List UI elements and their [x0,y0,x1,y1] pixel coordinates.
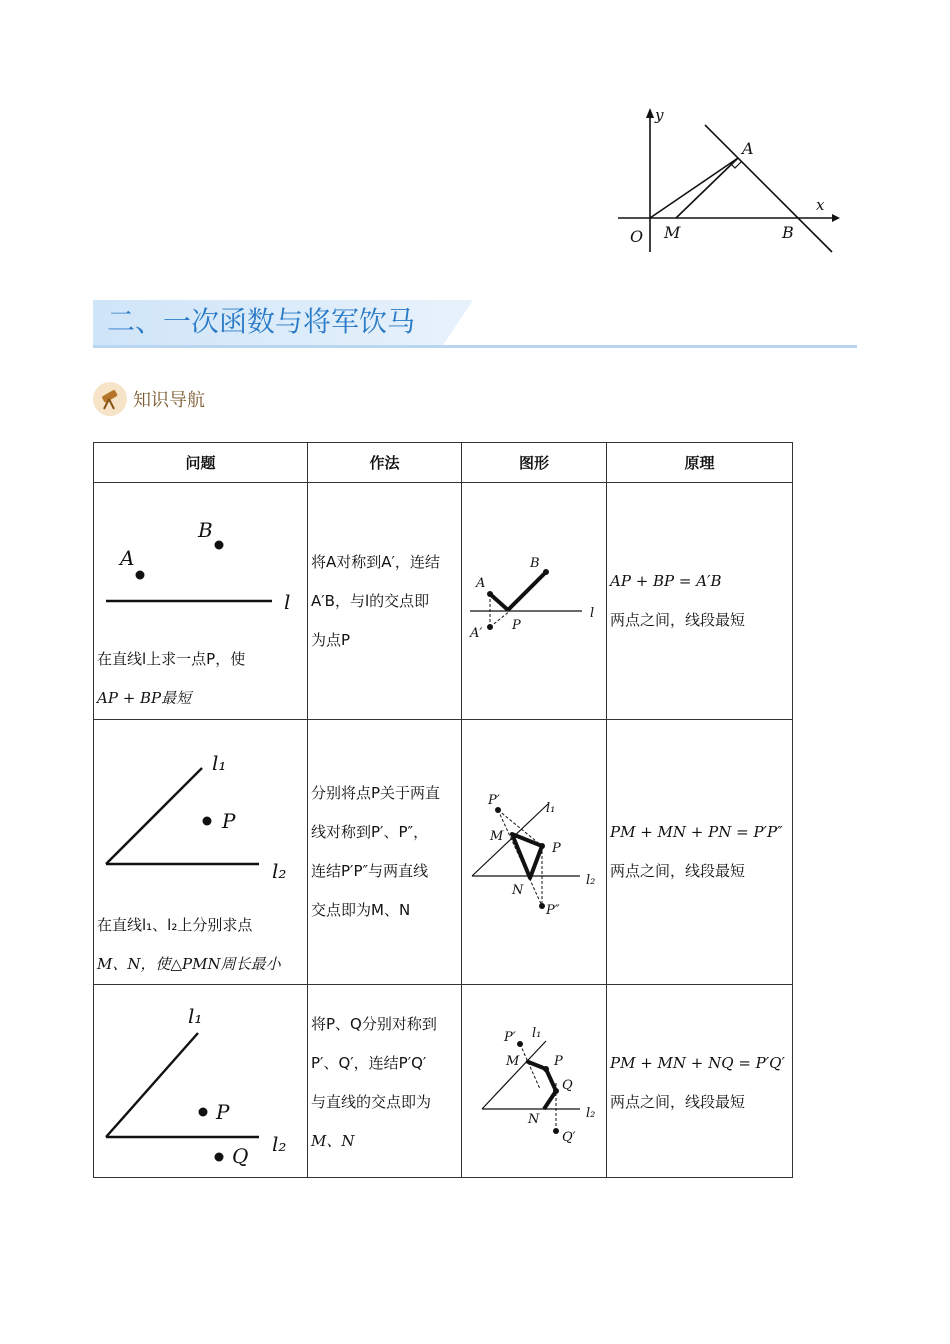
problem-text: 在直线l上求一点P，使 [97,650,246,668]
method-table [93,442,793,1178]
problem-figure [94,985,307,1177]
principle-text: 两点之间，线段最短 [610,611,746,629]
svg-text:M: M [506,1054,520,1069]
svg-text:P: P [216,1100,230,1124]
label-m: M [664,223,681,242]
label-o: O [630,227,644,246]
method-text: 线对称到P′、P″， [311,823,429,841]
section-heading [93,300,857,348]
svg-text:Q: Q [562,1078,573,1093]
label-x: x [816,196,825,214]
table-row [94,985,793,1178]
figure-diagram [462,985,606,1177]
figure-diagram [462,483,606,719]
svg-text:l₁: l₁ [546,801,556,816]
method-text: 交点即为M、N [311,901,411,919]
svg-text:P: P [512,618,521,633]
telescope-icon [93,382,127,416]
cell-problem [94,483,308,720]
section-band-tail [443,300,473,345]
line-ab [705,125,832,252]
principle-formula: AP + BP = A′B [610,572,722,590]
x-axis-arrow [832,214,840,222]
cell-principle [607,720,793,985]
cell-principle [607,483,793,720]
figure-diagram [462,720,606,984]
cell-figure [462,483,607,720]
svg-text:Q: Q [232,1144,249,1168]
svg-text:l: l [590,606,595,621]
svg-text:P″: P″ [546,903,560,918]
method-text: 与直线的交点即为 [311,1093,432,1111]
svg-text:P: P [552,841,561,856]
cell-method [308,483,462,720]
table-row [94,720,793,985]
cell-problem [94,985,308,1178]
svg-text:B: B [530,556,540,571]
svg-text:P′: P′ [488,793,500,808]
method-text: 将P、Q分别对称到 [311,1015,437,1033]
svg-text:Q′: Q′ [562,1130,576,1145]
svg-text:B: B [198,518,213,542]
problem-text: M、N，使△PMN周长最小 [97,955,281,973]
segment-ma [676,158,738,218]
principle-text: 两点之间，线段最短 [610,862,746,880]
svg-text:P′: P′ [504,1030,516,1045]
svg-text:M: M [490,829,504,844]
header-method: 作法 [308,443,462,483]
problem-text: 在直线l₁、l₂上分别求点 [97,916,253,934]
cell-problem [94,720,308,985]
header-principle: 原理 [607,443,793,483]
label-b: B [782,223,794,242]
method-text: M、N [311,1132,355,1150]
table-header-row [94,443,793,483]
label-y: y [655,106,664,124]
method-text: 分别将点P关于两直 [311,784,441,802]
header-problem: 问题 [94,443,308,483]
svg-text:l: l [284,590,291,614]
svg-text:A: A [120,546,135,570]
svg-text:l₁: l₁ [188,1004,203,1028]
svg-text:P: P [554,1054,563,1069]
knowledge-nav-label: 知识导航 [133,390,205,411]
method-text: A′B，与l的交点即 [311,592,430,610]
method-text: 将A对称到A′，连结 [311,553,440,571]
segment-oa [650,158,738,218]
svg-text:l₁: l₁ [532,1026,542,1041]
coordinate-figure [610,100,840,260]
problem-figure [94,483,307,623]
svg-text:P: P [222,809,236,833]
svg-text:l₂: l₂ [586,1106,596,1121]
cell-method [308,720,462,985]
method-text: 连结P′P″与两直线 [311,862,429,880]
cell-method [308,985,462,1178]
principle-text: 两点之间，线段最短 [610,1093,746,1111]
svg-text:A′: A′ [470,626,483,641]
svg-text:l₂: l₂ [272,859,287,883]
svg-text:l₂: l₂ [586,873,596,888]
svg-text:l₂: l₂ [272,1132,287,1156]
problem-text: AP + BP最短 [97,689,192,707]
method-text: P′、Q′，连结P′Q′ [311,1054,427,1072]
cell-principle [607,985,793,1178]
y-axis-arrow [646,108,654,118]
svg-text:N: N [528,1112,540,1127]
svg-text:l₁: l₁ [212,751,227,775]
section-title: 二、一次函数与将军饮马 [107,305,416,338]
table-row [94,483,793,720]
principle-formula: PM + MN + PN = P′P″ [610,823,783,841]
label-a: A [742,139,754,158]
svg-text:A: A [476,576,486,591]
principle-formula: PM + MN + NQ = P′Q′ [610,1054,785,1072]
problem-figure [94,720,307,900]
svg-text:N: N [512,883,524,898]
section-underline [93,345,857,348]
cell-figure [462,720,607,985]
cell-figure [462,985,607,1178]
header-figure: 图形 [462,443,607,483]
method-text: 为点P [311,631,351,649]
